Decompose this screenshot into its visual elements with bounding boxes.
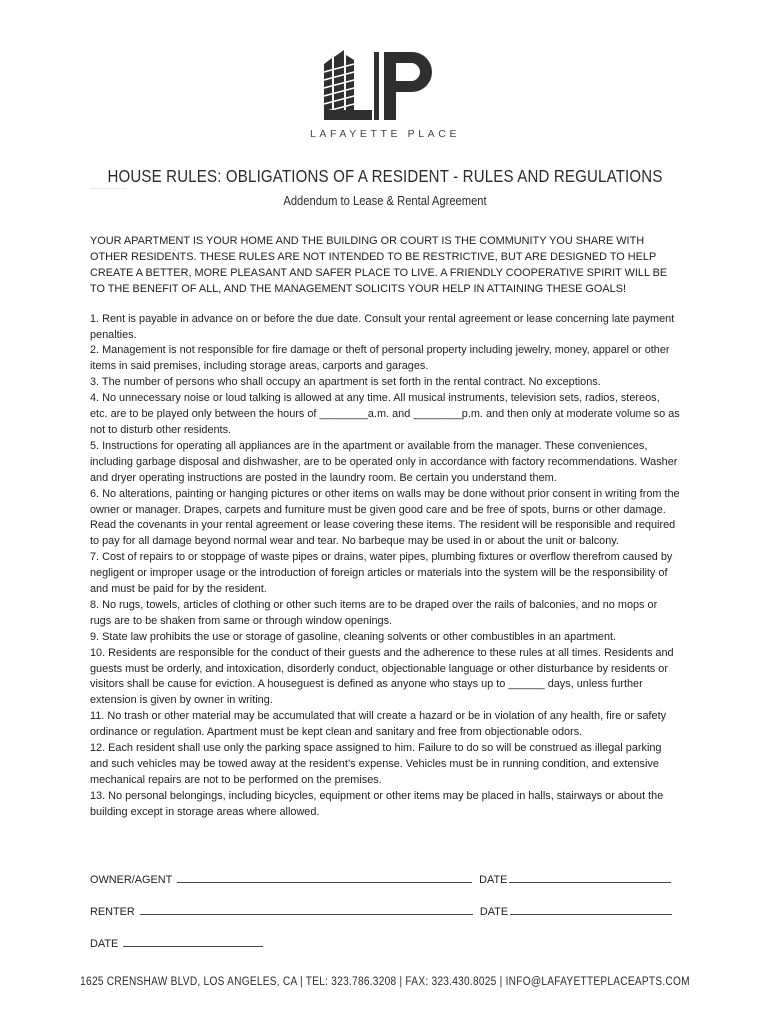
rule-item: 10. Residents are responsible for the conduct of their guests and the adherence to these rules at all times. Residents and guests must be orderly, and intoxication, disorderly conduct, objectionable language or other disturbance by residents or visitors shall be cause for eviction. A houseguest is defined as anyone who stays up to ______ days, unless further extension is given by owner in writing. [90,646,674,707]
footer-contact: 1625 CRENSHAW BLVD, LOS ANGELES, CA | TEL: 323.786.3208 | FAX: 323.430.8025 | INFO@LAFAYETTEPLACEAPTS.COM [80,976,690,988]
rule-item: 11. No trash or other material may be accumulated that will create a hazard or be in violation of any health, fire or safety ordinance or regulation. Apartment must be kept clean and sanitary and free from objectionable odors. [90,710,667,739]
page-title: HOUSE RULES: OBLIGATIONS OF A RESIDENT - RULES AND REGULATIONS [107,166,663,186]
date-row [90,935,263,950]
page-subtitle: Addendum to Lease & Rental Agreement [283,193,487,208]
rule-item: 12. Each resident shall use only the parking space assigned to him. Failure to do so will be construed as illegal parking and such vehicles may be towed away at the resident’s expense. Vehicles must be in running condition, and extensive mechanical repairs are not to be performed on the premises. [90,742,662,786]
owner-signature-line[interactable] [177,871,472,883]
rule-item: 8. No rugs, towels, articles of clothing or other such items are to be draped over the rails of balconies, and no mops or rugs are to be shaken from same or through window openings. [90,598,658,627]
logo [0,50,770,140]
renter-date-label: DATE [479,906,509,918]
faint-divider [90,188,126,189]
rule-item: 4. No unnecessary noise or loud talking is allowed at any time. All musical instruments, television sets, radios, stereos, etc. are to be played only between the hours of ________a.m. and ________p.m. and then only at moderate volume so as not to disturb other residents. [90,392,680,436]
date-label: DATE [90,938,119,950]
owner-agent-label: OWNER/AGENT [90,874,173,886]
rule-item: 6. No alterations, painting or hanging pictures or other items on walls may be done without prior consent in writing from the owner or manager. Drapes, carpets and furniture must be given good care and be free of spots, burns or other damage. Read the covenants in your rental agreement or lease covering these items. The resident will be responsible and required to pay for all damage beyond normal wear and tear. No barbeque may be used in or about the unit or balcony. [90,487,680,548]
owner-date-label: DATE [479,874,508,886]
rule-item: 2. Management is not responsible for fire damage or theft of personal property including jewelry, money, apparel or other items in said premises, including storage areas, carports and garages. [90,344,670,373]
rule-item: 13. No personal belongings, including bicycles, equipment or other items may be placed in halls, stairways or about the building except in storage areas where allowed. [90,789,664,818]
logo-text: LAFAYETTE PLACE [309,128,461,140]
rule-item: 9. State law prohibits the use or storage of gasoline, cleaning solvents or other combustibles in an apartment. [90,630,617,643]
rule-item: 3. The number of persons who shall occupy an apartment is set forth in the rental contract. No exceptions. [90,376,601,389]
owner-date-line[interactable] [509,871,671,883]
rule-item: 1. Rent is payable in advance on or before the due date. Consult your rental agreement or lease concerning late payment penalties. [90,312,675,341]
lp-logo-mark [324,50,446,120]
renter-date-line[interactable] [510,903,672,915]
renter-label: RENTER [90,906,135,918]
renter-signature-row [90,903,672,918]
renter-signature-line[interactable] [140,903,473,915]
intro-paragraph: YOUR APARTMENT IS YOUR HOME AND THE BUILDING OR COURT IS THE COMMUNITY YOU SHARE WITH OTHER RESIDENTS. THESE RULES ARE NOT INTENDED TO BE RESTRICTIVE, BUT ARE DESIGNED TO HELP CREATE A BETTER, MORE PLEASANT AND SAFER PLACE TO LIVE. A FRIENDLY COOPERATIVE SPIRIT WILL BE TO THE BENEFIT OF ALL, AND THE MANAGEMENT SOLICITS YOUR HELP IN ATTAINING THESE GOALS! [90,235,668,295]
document-body [90,234,680,821]
rule-item: 5. Instructions for operating all appliances are in the apartment or available from the manager. These conveniences, including garbage disposal and dishwasher, are to be operated only in accordance with factory recommendations. Washer and dryer operating instructions are posted in the laundry room. Be certain you understand them. [90,439,678,484]
rule-item: 7. Cost of repairs to or stoppage of waste pipes or drains, water pipes, plumbing fixtures or overflow therefrom caused by negligent or improper usage or the introduction of foreign articles or materials into the system will be the responsibility of and must be paid for by the resident. [90,551,673,596]
rules-list [90,312,680,821]
owner-signature-row [90,871,671,886]
date-line[interactable] [123,935,263,947]
